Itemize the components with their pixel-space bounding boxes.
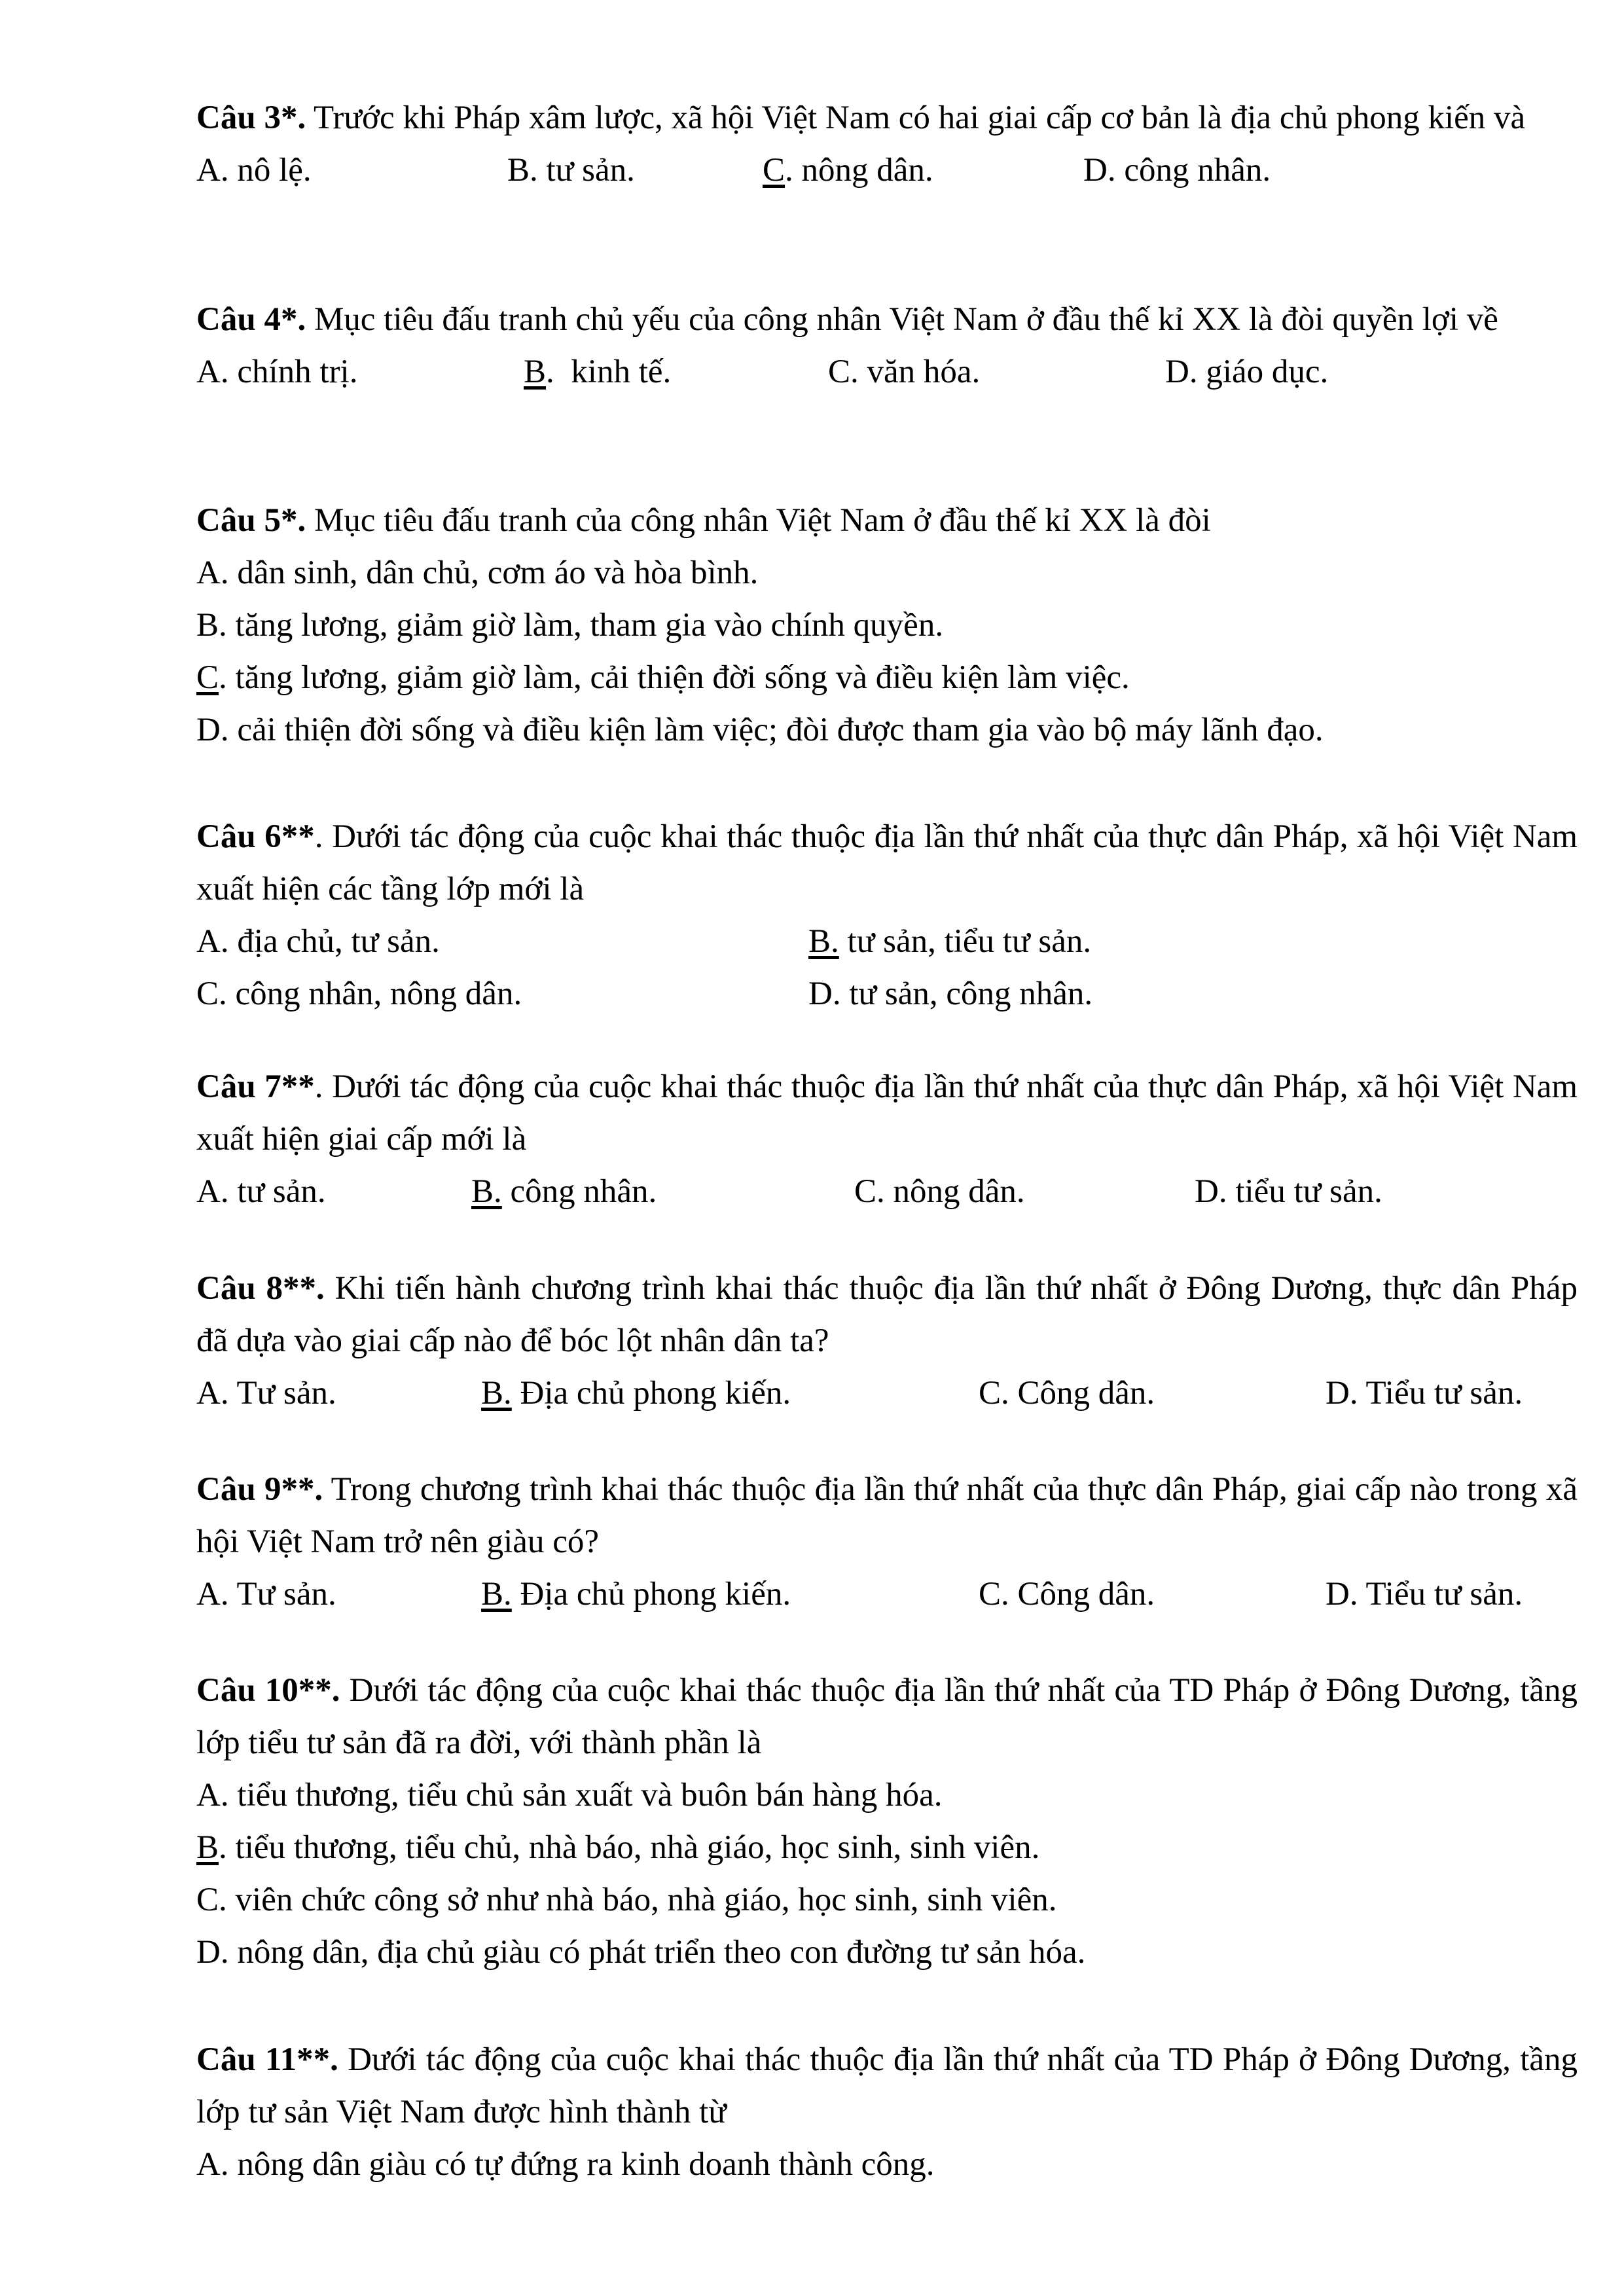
option-c-correct: C. nông dân. [763,152,933,189]
question-text: Trước khi Pháp xâm lược, xã hội Việt Nam có hai giai cấp cơ bản là địa chủ phong kiến và [306,100,1526,136]
options-row [196,968,1578,1020]
question-number: Câu 11**. [196,2041,338,2078]
option-c: C. công nhân, nông dân. [196,975,522,1012]
options-row [196,915,1578,968]
option-a: A. tiểu thương, tiểu chủ sản xuất và buôn bán hàng hóa. [196,1777,943,1813]
option-b: B. tư sản. [507,152,635,189]
option-b-correct: B. Địa chủ phong kiến. [481,1576,791,1613]
option-d: D. Tiểu tư sản. [1326,1375,1523,1412]
option-b-correct: B. tiểu thương, tiểu chủ, nhà báo, nhà giáo, học sinh, sinh viên. [196,1829,1040,1866]
option-b-correct: B. kinh tế. [524,354,672,390]
option-c-correct: C. tăng lương, giảm giờ làm, cải thiện đời sống và điều kiện làm việc. [196,659,1130,696]
question-stem [196,1664,1578,1769]
option-c: C. văn hóa. [828,354,981,390]
question-4 [196,293,1578,398]
question-number: Câu 8**. [196,1270,325,1307]
question-9 [196,1463,1578,1620]
question-8 [196,1262,1578,1419]
option-d: D. nông dân, địa chủ giàu có phát triển theo con đường tư sản hóa. [196,1934,1086,1971]
option-a: A. chính trị. [196,354,358,390]
option-a: A. Tư sản. [196,1576,336,1613]
question-text: Trong chương trình khai thác thuộc địa lần thứ nhất của thực dân Pháp, giai cấp nào trong xã hội Việt Nam trở nên giàu có? [196,1471,1578,1560]
options-row [196,346,1578,398]
question-number: Câu 4*. [196,301,306,338]
question-10 [196,1664,1578,1978]
question-stem [196,293,1578,346]
options-row [196,144,1578,196]
question-11 [196,2033,1578,2191]
option-b-correct: B. tư sản, tiểu tư sản. [808,923,1092,960]
question-number: Câu 7** [196,1068,315,1105]
option-c: C. Công dân. [979,1576,1155,1613]
option-d: D. Tiểu tư sản. [1326,1576,1523,1613]
option-a: A. dân sinh, dân chủ, cơm áo và hòa bình. [196,555,759,591]
question-text: . Dưới tác động của cuộc khai thác thuộc địa lần thứ nhất của thực dân Pháp, xã hội Việt Nam xuất hiện các tầng lớp mới là [196,818,1578,907]
option-c: C. Công dân. [979,1375,1155,1412]
option-d: D. cải thiện đời sống và điều kiện làm việc; đòi được tham gia vào bộ máy lãnh đạo. [196,712,1324,748]
option-c: C. nông dân. [854,1173,1025,1210]
option-d: D. tiểu tư sản. [1195,1173,1382,1210]
question-number: Câu 10**. [196,1672,340,1709]
option-b: B. tăng lương, giảm giờ làm, tham gia vào chính quyền. [196,607,944,644]
question-text: Mục tiêu đấu tranh chủ yếu của công nhân Việt Nam ở đầu thế kỉ XX là đòi quyền lợi về [306,301,1498,338]
question-text: Khi tiến hành chương trình khai thác thuộc địa lần thứ nhất ở Đông Dương, thực dân Pháp đã dựa vào giai cấp nào để bóc lột nhân dân ta? [196,1270,1578,1359]
options-row [196,1165,1578,1218]
question-stem [196,811,1578,915]
question-6 [196,811,1578,1020]
options-row [196,1367,1578,1419]
question-number: Câu 9**. [196,1471,323,1508]
question-number: Câu 3*. [196,100,306,136]
option-b-correct: B. công nhân. [471,1173,657,1210]
options-row [196,1568,1578,1620]
option-c: C. viên chức công sở như nhà báo, nhà giáo, học sinh, sinh viên. [196,1882,1057,1918]
option-d: D. công nhân. [1083,152,1271,189]
question-text: Dưới tác động của cuộc khai thác thuộc địa lần thứ nhất của TD Pháp ở Đông Dương, tầng lớp tư sản Việt Nam được hình thành từ [196,2041,1578,2130]
question-number: Câu 6** [196,818,315,855]
option-a: A. Tư sản. [196,1375,336,1412]
option-a: A. địa chủ, tư sản. [196,923,440,960]
question-text: . Dưới tác động của cuộc khai thác thuộc địa lần thứ nhất của thực dân Pháp, xã hội Việt Nam xuất hiện giai cấp mới là [196,1068,1578,1157]
option-d: D. giáo dục. [1165,354,1329,390]
question-number: Câu 5*. [196,502,306,539]
question-7 [196,1061,1578,1218]
option-d: D. tư sản, công nhân. [808,975,1093,1012]
question-3 [196,92,1578,196]
question-text: Dưới tác động của cuộc khai thác thuộc địa lần thứ nhất của TD Pháp ở Đông Dương, tầng lớp tiểu tư sản đã ra đời, với thành phần là [196,1672,1578,1761]
option-b-correct: B. Địa chủ phong kiến. [481,1375,791,1412]
question-text: Mục tiêu đấu tranh của công nhân Việt Nam ở đầu thế kỉ XX là đòi [306,502,1211,539]
question-stem [196,1262,1578,1367]
question-stem [196,1463,1578,1568]
question-stem [196,1061,1578,1165]
question-stem [196,2033,1578,2138]
question-stem [196,494,1578,547]
option-a: A. nô lệ. [196,152,312,189]
question-stem [196,92,1578,144]
question-5 [196,494,1578,756]
option-a: A. tư sản. [196,1173,326,1210]
option-a: A. nông dân giàu có tự đứng ra kinh doanh thành công. [196,2146,935,2183]
